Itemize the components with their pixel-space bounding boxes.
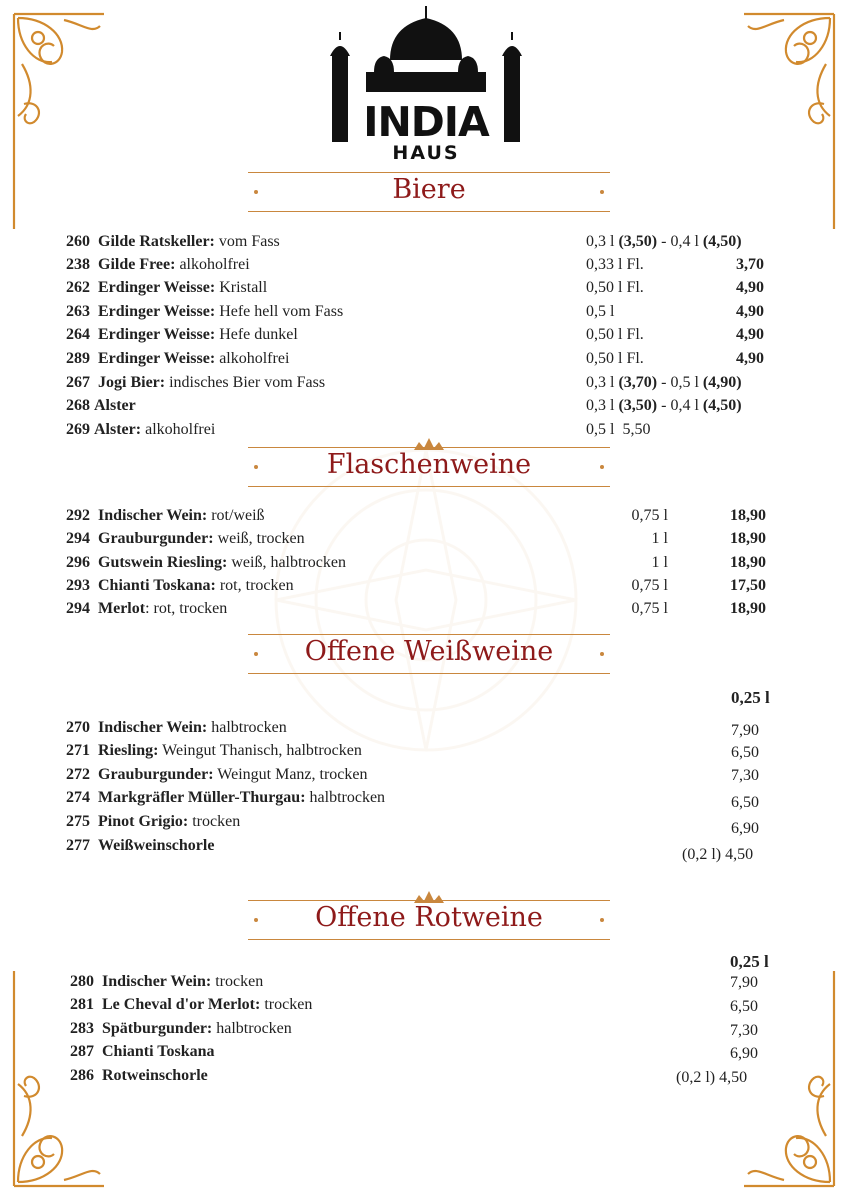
- price: 6,50: [730, 998, 758, 1015]
- price: 18,90: [730, 530, 766, 547]
- price: 6,50: [731, 794, 759, 811]
- size: 0,50 l Fl.: [586, 350, 644, 367]
- list-item: 294 Grauburgunder: weiß, trocken: [66, 530, 305, 547]
- section-title: Offene Weißweine: [304, 636, 554, 667]
- list-item: 263 Erdinger Weisse: Hefe hell vom Fass: [66, 303, 344, 320]
- price: 4,90: [736, 326, 764, 343]
- column-header-size: 0,25 l: [731, 688, 770, 707]
- price: 18,90: [730, 600, 766, 617]
- logo-wordmark: INDIA: [363, 98, 489, 146]
- price: 4,90: [736, 279, 764, 296]
- list-item: 289 Erdinger Weisse: alkoholfrei: [66, 350, 290, 367]
- size: 1 l: [651, 554, 668, 571]
- logo-subtitle: HAUS: [392, 142, 460, 164]
- size: 0,50 l Fl.: [586, 279, 644, 296]
- price: 6,50: [731, 744, 759, 761]
- section-title: Offene Rotweine: [315, 902, 543, 933]
- list-item: 260 Gilde Ratskeller: vom Fass: [66, 233, 280, 250]
- list-item: 238 Gilde Free: alkoholfrei: [66, 256, 250, 273]
- price: 18,90: [730, 554, 766, 571]
- list-item: 269 Alster: alkoholfrei: [66, 421, 216, 438]
- india-haus-logo: [326, 6, 526, 166]
- list-item: 272 Grauburgunder: Weingut Manz, trocken: [66, 766, 368, 783]
- list-item: 294 Merlot: rot, trocken: [66, 600, 228, 617]
- price: 7,90: [730, 974, 758, 991]
- price: 0,3 l (3,50) - 0,4 l (4,50): [586, 233, 742, 250]
- price: 4,90: [736, 303, 764, 320]
- list-item: 286 Rotweinschorle: [70, 1067, 208, 1084]
- corner-ornament-top-left: [4, 4, 114, 234]
- section-header-weissweine: [248, 634, 610, 674]
- list-item: 275 Pinot Grigio: trocken: [66, 813, 241, 830]
- size: 0,33 l Fl.: [586, 256, 644, 273]
- price: (0,2 l) 4,50: [676, 1069, 748, 1086]
- list-item: 287 Chianti Toskana: [70, 1043, 215, 1060]
- price: 4,90: [736, 350, 764, 367]
- list-item: 296 Gutswein Riesling: weiß, halbtrocken: [66, 554, 346, 571]
- price: 6,90: [731, 820, 759, 837]
- size: 0,75 l: [631, 507, 668, 524]
- list-item: 271 Riesling: Weingut Thanisch, halbtrocken: [66, 742, 362, 759]
- size: 1 l: [651, 530, 668, 547]
- list-item: 274 Markgräfler Müller-Thurgau: halbtrocken: [66, 789, 386, 806]
- section-title: Biere: [392, 174, 466, 205]
- list-item: 293 Chianti Toskana: rot, trocken: [66, 577, 294, 594]
- list-item: 270 Indischer Wein: halbtrocken: [66, 719, 287, 736]
- price: 17,50: [730, 577, 766, 594]
- section-header-flaschenweine: [248, 447, 610, 487]
- column-header-size: 0,25 l: [730, 952, 769, 971]
- list-item: 283 Spätburgunder: halbtrocken: [70, 1020, 292, 1037]
- list-item: 267 Jogi Bier: indisches Bier vom Fass: [66, 374, 326, 391]
- price: 7,30: [731, 767, 759, 784]
- list-item: 262 Erdinger Weisse: Kristall: [66, 279, 268, 296]
- corner-ornament-top-right: [734, 4, 844, 234]
- size: 0,50 l Fl.: [586, 326, 644, 343]
- list-item: 264 Erdinger Weisse: Hefe dunkel: [66, 326, 298, 343]
- price: 6,90: [730, 1045, 758, 1062]
- size: 0,75 l: [631, 577, 668, 594]
- list-item: 277 Weißweinschorle: [66, 837, 215, 854]
- price: 0,3 l (3,70) - 0,5 l (4,90): [586, 374, 742, 391]
- price: 0,3 l (3,50) - 0,4 l (4,50): [586, 397, 742, 414]
- price: 3,70: [736, 256, 764, 273]
- section-header-rotweine: [248, 900, 610, 940]
- price: 7,30: [730, 1022, 758, 1039]
- list-item: 292 Indischer Wein: rot/weiß: [66, 507, 265, 524]
- section-header-biere: [248, 172, 610, 212]
- mandala-watermark-icon: [266, 440, 586, 760]
- price: 7,90: [731, 722, 759, 739]
- list-item: 281 Le Cheval d'or Merlot: trocken: [70, 996, 313, 1013]
- list-item: 280 Indischer Wein: trocken: [70, 973, 264, 990]
- size: 0,75 l: [631, 600, 668, 617]
- price: (0,2 l) 4,50: [682, 846, 754, 863]
- list-item: 268 Alster: [66, 397, 136, 414]
- size: 0,5 l: [586, 303, 615, 320]
- section-title: Flaschenweine: [326, 449, 532, 480]
- price: 18,90: [730, 507, 766, 524]
- price: 0,5 l 5,50: [586, 421, 651, 438]
